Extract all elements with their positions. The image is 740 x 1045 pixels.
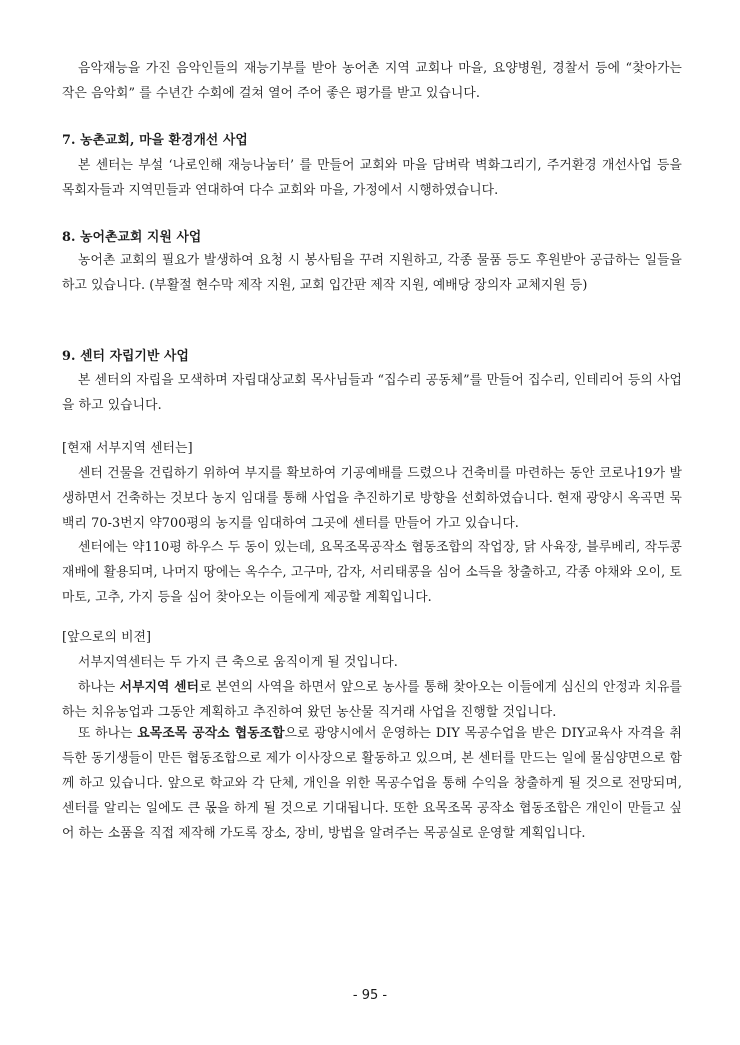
vision-paragraph-3 (62, 721, 682, 846)
vision-2-text-pre: 하나는 (78, 680, 120, 695)
vision-heading: [앞으로의 비젼] (62, 630, 152, 645)
section-9-paragraph: 본 센터의 자립을 모색하며 자립대상교회 목사님들과 “집수리 공동체”를 만들어 집수리, 인테리어 등의 사업을 하고 있습니다. (62, 373, 682, 413)
current-center-heading: [현재 서부지역 센터는] (62, 441, 193, 456)
vision-paragraph-1: 서부지역센터는 두 가지 큰 축으로 움직이게 될 것입니다. (78, 655, 398, 670)
intro-paragraph: 음악재능을 가진 음악인들의 재능기부를 받아 농어촌 지역 교회나 마을, 요양병원, 경찰서 등에 “찾아가는 작은 음악회” 를 수년간 수회에 걸쳐 열어 주어 좋은 평가를 받고 있습니다. (62, 61, 682, 101)
section-7-paragraph: 본 센터는 부설 ‘나로인해 재능나눔터’ 를 만들어 교회와 마을 담벼락 벽화그리기, 주거환경 개선사업 등을 목회자들과 지역민들과 연대하여 다수 교회와 마을, 가정에서 시행하였습니다. (62, 158, 682, 198)
current-center-paragraph-1: 센터 건물을 건립하기 위하여 부지를 확보하여 기공예배를 드렸으나 건축비를 마련하는 동안 코로나19가 발생하면서 건축하는 것보다 농지 임대를 통해 사업을 추진하기로 방향을 선회하였습니다. 현재 광양시 옥곡면 묵백리 70-3번지 약700평의 농지를 임대하여 그곳에 센터를 만들어 가고 있습니다. (62, 466, 682, 531)
vision-paragraph-2 (62, 675, 682, 725)
section-8-heading: 8. 농어촌교회 지원 사업 (62, 230, 202, 245)
section-7-heading: 7. 농촌교회, 마을 환경개선 사업 (62, 133, 248, 148)
vision-3-text-pre: 또 하나는 (78, 726, 138, 741)
vision-3-text-post: 으로 광양시에서 운영하는 DIY 목공수업을 받은 DIY교육사 자격을 취득한 동기생들이 만든 협동조합으로 제가 이사장으로 활동하고 있으며, 본 센터를 만드는 일에 물심양면으로 함께 하고 있습니다. 앞으로 학교와 각 단체, 개인을 위한 목공수업을 통해 수익을 창출하게 될 것으로 전망되며, 센터를 알리는 일에도 큰 몫을 하게 될 것으로 기대됩니다. 또한 요목조목 공작소 협동조합은 개인이 만들고 싶어 하는 소품을 직접 제작해 가도록 장소, 장비, 방법을 알려주는 목공실로 운영할 계획입니다. (62, 726, 683, 841)
vision-2-text-post: 로 본연의 사역을 하면서 앞으로 농사를 통해 찾아오는 이들에게 심신의 안정과 치유를 하는 치유농업과 그동안 계획하고 추진하여 왔던 농산물 직거래 사업을 진행할 것입니다. (62, 680, 682, 720)
section-8-paragraph: 농어촌 교회의 필요가 발생하여 요청 시 봉사팀을 꾸려 지원하고, 각종 물품 등도 후원받아 공급하는 일들을 하고 있습니다. (부활절 현수막 제작 지원, 교회 입간판 제작 지원, 예배당 장의자 교체지원 등) (62, 253, 682, 293)
page-number: - 95 - (352, 988, 388, 1003)
vision-3-bold-term: 요목조목 공작소 협동조합 (137, 726, 285, 741)
current-center-paragraph-2: 센터에는 약110평 하우스 두 동이 있는데, 요목조목공작소 협동조합의 작업장, 닭 사육장, 블루베리, 작두콩 재배에 활용되며, 나머지 땅에는 옥수수, 고구마, 감자, 서리태콩을 심어 소득을 창출하고, 각종 야채와 오이, 토마토, 고추, 가지 등을 심어 찾아오는 이들에게 제공할 계획입니다. (62, 540, 682, 605)
section-9-heading: 9. 센터 자립기반 사업 (62, 349, 189, 364)
vision-2-bold-term: 서부지역 센터 (119, 680, 200, 695)
